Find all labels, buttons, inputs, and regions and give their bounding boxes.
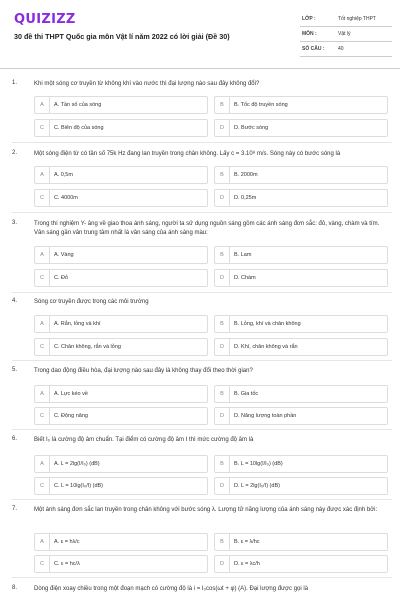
option-letter: B xyxy=(215,456,230,472)
meta-row-count xyxy=(300,42,392,57)
question-text: Dòng điện xoay chiều trong một đoạn mạch có cường độ là i = I₀cos(ωt + φ) (A). Đại lượng được gọi là xyxy=(34,586,309,592)
option-text: B. 2000m xyxy=(234,172,258,178)
option-letter: B xyxy=(215,167,230,183)
option-letter: D xyxy=(215,120,230,136)
option-letter: A xyxy=(35,456,50,472)
option-text: D. Chàm xyxy=(234,275,256,281)
option-letter: A xyxy=(35,97,50,113)
option-text: B. ε = λ/hc xyxy=(234,539,260,545)
option-letter: C xyxy=(35,408,50,424)
option-letter: D xyxy=(215,270,230,286)
quizizz-logo: QUIZIZZ xyxy=(14,12,76,27)
option-b[interactable] xyxy=(214,166,388,184)
question-text: Biết I₀ là cường độ âm chuẩn. Tại điểm có cường độ âm I thì mức cường độ âm là xyxy=(34,437,254,443)
option-c[interactable] xyxy=(34,477,208,495)
option-text: C. Đỏ xyxy=(54,275,69,281)
option-b[interactable] xyxy=(214,455,388,473)
meta-key: LỚP : xyxy=(302,16,316,22)
question-number: 1. xyxy=(12,80,18,86)
meta-key: MÔN : xyxy=(302,31,317,37)
option-b[interactable] xyxy=(214,246,388,264)
option-text: D. Khí, chân không và rắn xyxy=(234,344,298,350)
question-text: Trong thí nghiệm Y- âng về giao thoa ánh sáng, người ta sử dụng nguồn sáng gồm các ánh sáng đơn sắc: đỏ, vàng, chàm và tím. Vân sáng gần vân trung tâm nhất là vân sáng của ánh sáng màu: xyxy=(34,221,380,236)
option-text: D. Bước sóng xyxy=(234,125,269,131)
question-text: Khi một sóng cơ truyền từ không khí vào nước thì đại lượng nào sau đây không đổi? xyxy=(34,81,260,87)
option-text: A. Tần số của sóng xyxy=(54,102,102,108)
option-a[interactable] xyxy=(34,385,208,403)
option-text: B. Lỏng, khí và chân không xyxy=(234,321,301,327)
option-d[interactable] xyxy=(214,407,388,425)
option-a[interactable] xyxy=(34,315,208,333)
option-letter: A xyxy=(35,316,50,332)
meta-key: SỐ CÂU : xyxy=(302,46,325,52)
option-d[interactable] xyxy=(214,189,388,207)
option-letter: A xyxy=(35,386,50,402)
question-divider xyxy=(12,292,392,293)
option-text: D. ε = λc/h xyxy=(234,561,260,567)
meta-value: 40 xyxy=(338,46,344,52)
option-letter: C xyxy=(35,190,50,206)
option-text: A. Lực kéo về xyxy=(54,391,88,397)
meta-row-subject xyxy=(300,27,392,42)
option-a[interactable] xyxy=(34,455,208,473)
option-text: C. Chân không, rắn và lỏng xyxy=(54,344,121,350)
option-letter: B xyxy=(215,386,230,402)
question-number: 6. xyxy=(12,436,18,442)
option-letter: D xyxy=(215,339,230,355)
option-text: C. ε = hc/λ xyxy=(54,561,80,567)
option-letter: D xyxy=(215,190,230,206)
option-letter: A xyxy=(35,534,50,550)
question-divider xyxy=(12,577,392,578)
document-title: 30 đề thi THPT Quốc gia môn Vật lí năm 2022 có lời giải (Đề 30) xyxy=(14,32,230,41)
option-text: D. L = 2lg(I₀/I) (dB) xyxy=(234,483,280,489)
question-divider xyxy=(12,142,392,143)
option-text: A. ε = hλ/c xyxy=(54,539,80,545)
option-text: C. Động năng xyxy=(54,413,88,419)
question-text: Một sóng điện từ có tần số 75k Hz đang lan truyền trong chân không. Lấy c = 3.10⁸ m/s. Sóng này có bước sóng là xyxy=(34,151,341,157)
option-letter: B xyxy=(215,247,230,263)
option-letter: D xyxy=(215,408,230,424)
question-divider xyxy=(12,499,392,500)
option-a[interactable] xyxy=(34,166,208,184)
option-c[interactable] xyxy=(34,189,208,207)
option-text: D. Năng lượng toàn phần xyxy=(234,413,297,419)
header xyxy=(0,0,400,64)
option-text: A. Vàng xyxy=(54,252,74,258)
question-divider xyxy=(12,429,392,430)
option-c[interactable] xyxy=(34,407,208,425)
question-text: Trong dao động điều hòa, đại lượng nào sau đây là không thay đổi theo thời gian? xyxy=(34,368,253,374)
option-text: A. Rắn, lỏng và khí xyxy=(54,321,101,327)
option-c[interactable] xyxy=(34,338,208,356)
meta-row-class xyxy=(300,12,392,27)
question-number: 8. xyxy=(12,585,18,591)
option-letter: B xyxy=(215,316,230,332)
option-d[interactable] xyxy=(214,338,388,356)
option-letter: C xyxy=(35,120,50,136)
question-number: 3. xyxy=(12,220,18,226)
meta-value: Tốt nghiệp THPT xyxy=(338,16,376,22)
option-letter: D xyxy=(215,478,230,494)
option-d[interactable] xyxy=(214,555,388,573)
option-a[interactable] xyxy=(34,246,208,264)
option-letter: C xyxy=(35,270,50,286)
question-number: 7. xyxy=(12,506,18,512)
option-text: B. Lam xyxy=(234,252,252,258)
option-text: B. L = 10lg(I/I₀) (dB) xyxy=(234,461,283,467)
option-text: A. L = 2lg(I/I₀) (dB) xyxy=(54,461,100,467)
option-letter: B xyxy=(215,534,230,550)
option-a[interactable] xyxy=(34,533,208,551)
option-d[interactable] xyxy=(214,477,388,495)
option-b[interactable] xyxy=(214,315,388,333)
meta-value: Vật lý xyxy=(338,31,351,37)
question-number: 2. xyxy=(12,150,18,156)
option-text: C. Biên độ của sóng xyxy=(54,125,104,131)
question-text: Sóng cơ truyền được trong các môi trường xyxy=(34,299,149,305)
option-letter: C xyxy=(35,339,50,355)
option-text: C. L = 10lg(I₀/I) (dB) xyxy=(54,483,103,489)
option-letter: C xyxy=(35,556,50,572)
option-text: D. 0,25m xyxy=(234,195,257,201)
header-divider xyxy=(0,68,400,69)
option-text: C. 4000m xyxy=(54,195,78,201)
option-letter: C xyxy=(35,478,50,494)
option-text: B. Gia tốc xyxy=(234,391,259,397)
option-text: B. Tốc độ truyền sóng xyxy=(234,102,288,108)
option-d[interactable] xyxy=(214,119,388,137)
question-divider xyxy=(12,212,392,213)
option-b[interactable] xyxy=(214,533,388,551)
option-letter: A xyxy=(35,247,50,263)
option-b[interactable] xyxy=(214,385,388,403)
option-letter: A xyxy=(35,167,50,183)
option-text: A. 0,5m xyxy=(54,172,73,178)
question-text: Một ánh sáng đơn sắc lan truyền trong chân không với bước sóng λ. Lượng tử năng lượng của ánh sáng này được xác định bởi: xyxy=(34,507,378,513)
option-letter: B xyxy=(215,97,230,113)
question-divider xyxy=(12,360,392,361)
option-d[interactable] xyxy=(214,269,388,287)
option-a[interactable] xyxy=(34,96,208,114)
option-letter: D xyxy=(215,556,230,572)
option-c[interactable] xyxy=(34,555,208,573)
question-number: 4. xyxy=(12,298,18,304)
option-c[interactable] xyxy=(34,269,208,287)
option-c[interactable] xyxy=(34,119,208,137)
meta-table xyxy=(300,12,392,57)
option-b[interactable] xyxy=(214,96,388,114)
question-number: 5. xyxy=(12,367,18,373)
